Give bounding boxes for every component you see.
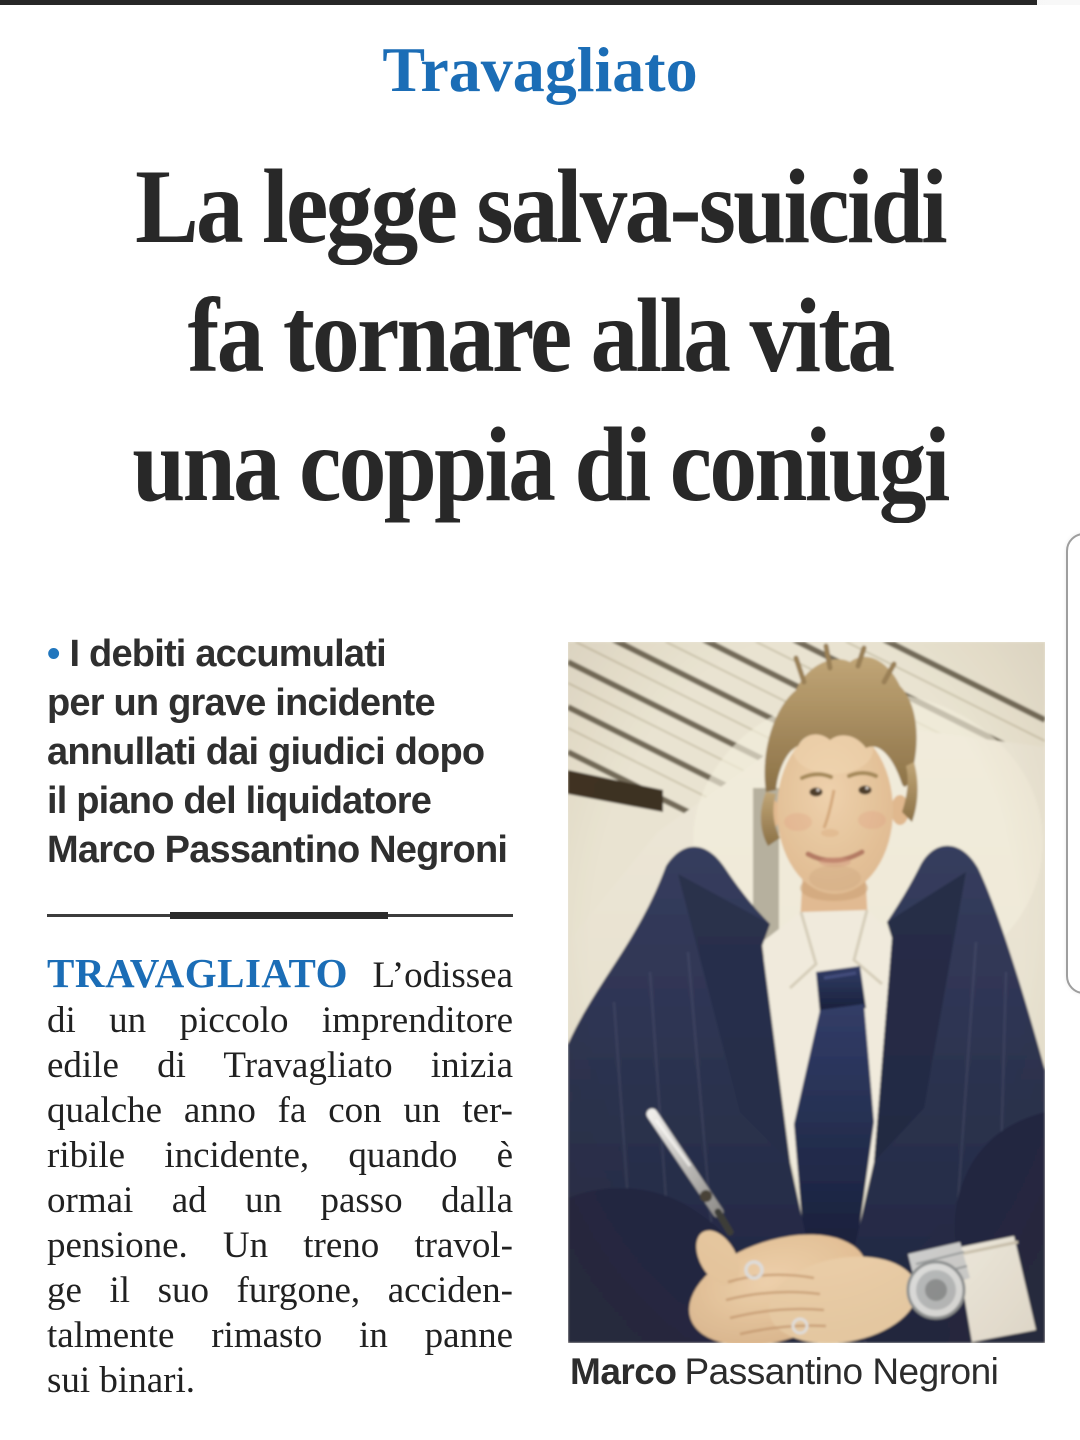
body-line: ormai ad un passo dalla	[47, 1180, 513, 1221]
dateline: TRAVAGLIATO	[47, 950, 348, 996]
progress-bar	[0, 0, 1080, 5]
lede-text: I debiti accumulati	[69, 633, 386, 675]
lede-line: il piano del liquidatore	[47, 780, 432, 822]
article-lede	[47, 630, 552, 875]
lede-line: Marco Passantino Negroni	[47, 829, 508, 871]
body-line: pensione. Un treno travol-	[47, 1225, 513, 1266]
scrollbar-thumb[interactable]	[1066, 533, 1080, 994]
article-body	[47, 951, 513, 1403]
article-photo[interactable]	[568, 642, 1045, 1343]
section-rule-accent	[170, 912, 388, 919]
body-line	[47, 951, 513, 998]
caption-name: Marco	[570, 1351, 677, 1392]
photo-caption	[570, 1350, 1070, 1394]
headline-line: una coppia di coniugi	[132, 406, 948, 523]
lede-line	[47, 630, 552, 679]
body-text: L’odissea	[372, 955, 513, 996]
body-line: qualche anno fa con un ter-	[47, 1090, 513, 1131]
body-line: ribile incidente, quando è	[47, 1135, 513, 1176]
body-line: talmente rimasto in panne	[47, 1315, 513, 1356]
section-kicker: Travagliato	[382, 34, 698, 105]
progress-fill	[0, 0, 1037, 5]
headline-line: La legge salva-suicidi	[135, 148, 945, 265]
body-line: di un piccolo imprenditore	[47, 1000, 513, 1041]
body-line: ge il suo furgone, acciden-	[47, 1270, 513, 1311]
body-line: sui binari.	[47, 1360, 195, 1401]
headline-line: fa tornare alla vita	[187, 277, 893, 394]
headline	[0, 142, 1080, 529]
portrait-illustration	[568, 642, 1045, 1343]
bullet-icon: •	[47, 633, 60, 675]
lede-line: per un grave incidente	[47, 682, 435, 724]
lede-line: annullati dai giudici dopo	[47, 731, 485, 773]
body-line: edile di Travagliato inizia	[47, 1045, 513, 1086]
caption-rest: Passantino Negroni	[684, 1351, 999, 1392]
